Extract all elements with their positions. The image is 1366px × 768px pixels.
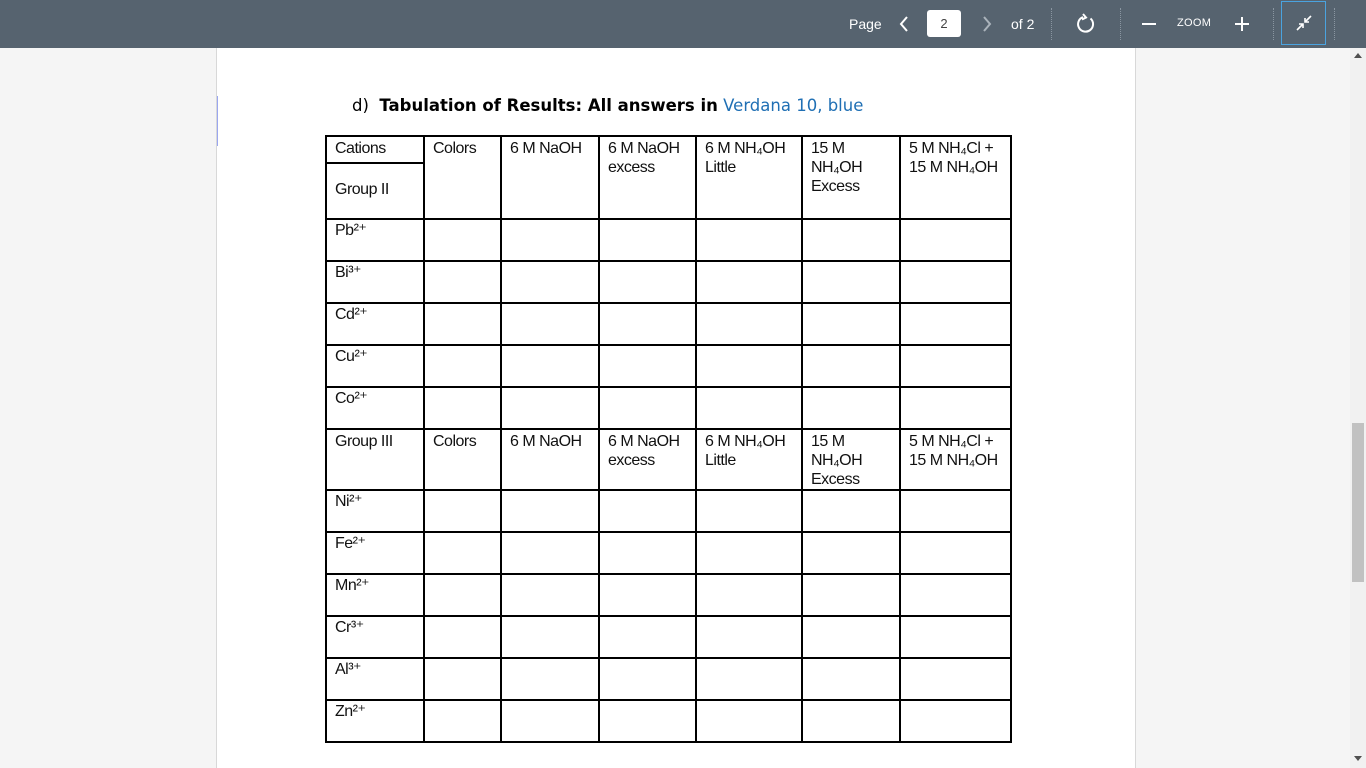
answer-cell[interactable] xyxy=(696,700,802,742)
zoom-out-button[interactable] xyxy=(1138,0,1160,48)
scrollbar-thumb[interactable] xyxy=(1352,423,1364,582)
table-row xyxy=(326,616,1011,658)
answer-cell[interactable] xyxy=(424,490,501,532)
answer-cell[interactable] xyxy=(501,345,599,387)
column-header: 5 M NH₄Cl + 15 M NH₄OH xyxy=(900,429,1011,490)
answer-cell[interactable] xyxy=(599,490,696,532)
answer-cell[interactable] xyxy=(900,303,1011,345)
answer-cell[interactable] xyxy=(599,616,696,658)
answer-cell[interactable] xyxy=(424,261,501,303)
cation-label: Ni²⁺ xyxy=(326,490,424,532)
answer-cell[interactable] xyxy=(802,700,900,742)
next-page-button[interactable] xyxy=(976,0,998,48)
table-row xyxy=(326,532,1011,574)
answer-cell[interactable] xyxy=(501,658,599,700)
previous-page-button[interactable] xyxy=(893,0,915,48)
answer-cell[interactable] xyxy=(802,658,900,700)
answer-cell[interactable] xyxy=(802,490,900,532)
column-header: Colors xyxy=(424,136,501,219)
answer-cell[interactable] xyxy=(424,700,501,742)
plus-icon xyxy=(1234,16,1250,32)
answer-cell[interactable] xyxy=(424,658,501,700)
column-header: Colors xyxy=(424,429,501,490)
cation-label: Zn²⁺ xyxy=(326,700,424,742)
column-header: 6 M NaOH excess xyxy=(599,429,696,490)
pdf-toolbar xyxy=(0,0,1366,48)
chevron-right-icon xyxy=(982,16,992,32)
answer-cell[interactable] xyxy=(599,532,696,574)
answer-cell[interactable] xyxy=(696,261,802,303)
answer-cell[interactable] xyxy=(802,574,900,616)
answer-cell[interactable] xyxy=(802,532,900,574)
answer-cell[interactable] xyxy=(802,303,900,345)
answer-cell[interactable] xyxy=(501,261,599,303)
column-header: 6 M NaOH xyxy=(501,429,599,490)
group-iii-header-row xyxy=(326,429,1011,490)
answer-cell[interactable] xyxy=(424,387,501,429)
answer-cell[interactable] xyxy=(900,532,1011,574)
answer-cell[interactable] xyxy=(599,303,696,345)
answer-cell[interactable] xyxy=(900,616,1011,658)
table-row xyxy=(326,490,1011,532)
cation-label: Mn²⁺ xyxy=(326,574,424,616)
answer-cell[interactable] xyxy=(599,700,696,742)
toolbar-separator xyxy=(1273,8,1274,40)
answer-cell[interactable] xyxy=(696,532,802,574)
answer-cell[interactable] xyxy=(424,574,501,616)
table-row xyxy=(326,261,1011,303)
table-row xyxy=(326,345,1011,387)
answer-cell[interactable] xyxy=(900,345,1011,387)
answer-cell[interactable] xyxy=(501,303,599,345)
answer-cell[interactable] xyxy=(696,616,802,658)
zoom-in-button[interactable] xyxy=(1231,0,1253,48)
answer-cell[interactable] xyxy=(501,490,599,532)
scroll-down-arrow-icon[interactable] xyxy=(1354,756,1362,761)
answer-cell[interactable] xyxy=(501,700,599,742)
toolbar-separator xyxy=(1120,8,1121,40)
column-header: 6 M NaOH excess xyxy=(599,136,696,219)
answer-cell[interactable] xyxy=(900,700,1011,742)
answer-cell[interactable] xyxy=(501,387,599,429)
header-group-iii: Group III xyxy=(326,429,424,490)
section-heading xyxy=(352,96,863,115)
heading-prefix: d) xyxy=(352,96,369,115)
answer-cell[interactable] xyxy=(802,345,900,387)
heading-bold-text: Tabulation of Results: All answers in xyxy=(379,96,718,115)
answer-cell[interactable] xyxy=(599,345,696,387)
answer-cell[interactable] xyxy=(599,219,696,261)
chevron-left-icon xyxy=(899,16,909,32)
table-row xyxy=(326,658,1011,700)
page-number-input[interactable] xyxy=(927,10,961,37)
answer-cell[interactable] xyxy=(802,387,900,429)
table-row xyxy=(326,303,1011,345)
cation-label: Cr³⁺ xyxy=(326,616,424,658)
answer-cell[interactable] xyxy=(900,490,1011,532)
answer-cell[interactable] xyxy=(802,219,900,261)
answer-cell[interactable] xyxy=(501,574,599,616)
cation-label: Fe²⁺ xyxy=(326,532,424,574)
page-count-label: of 2 xyxy=(1011,16,1035,32)
column-header: 6 M NH₄OH Little xyxy=(696,429,802,490)
answer-cell[interactable] xyxy=(424,532,501,574)
column-header: 5 M NH₄Cl + 15 M NH₄OH xyxy=(900,136,1011,219)
column-header: 6 M NaOH xyxy=(501,136,599,219)
text-cursor-marker xyxy=(217,96,218,146)
answer-cell[interactable] xyxy=(501,219,599,261)
answer-cell[interactable] xyxy=(599,658,696,700)
answer-cell[interactable] xyxy=(501,616,599,658)
answer-cell[interactable] xyxy=(696,345,802,387)
scroll-up-arrow-icon[interactable] xyxy=(1354,53,1362,58)
table-row xyxy=(326,219,1011,261)
rotate-icon xyxy=(1075,13,1097,35)
cation-label: Cu²⁺ xyxy=(326,345,424,387)
answer-cell[interactable] xyxy=(696,219,802,261)
page-label: Page xyxy=(849,16,882,32)
table-row xyxy=(326,387,1011,429)
answer-cell[interactable] xyxy=(424,616,501,658)
answer-cell[interactable] xyxy=(424,303,501,345)
cation-label: Pb²⁺ xyxy=(326,219,424,261)
table-row xyxy=(326,700,1011,742)
column-header: 15 M NH₄OH Excess xyxy=(802,429,900,490)
cation-label: Cd²⁺ xyxy=(326,303,424,345)
column-header: 15 M NH₄OH Excess xyxy=(802,136,900,219)
cation-label: Co²⁺ xyxy=(326,387,424,429)
minus-icon xyxy=(1141,16,1157,32)
answer-cell[interactable] xyxy=(424,345,501,387)
exit-fullscreen-icon xyxy=(1295,14,1313,32)
table-row xyxy=(326,574,1011,616)
answer-cell[interactable] xyxy=(696,658,802,700)
cation-label: Al³⁺ xyxy=(326,658,424,700)
answer-cell[interactable] xyxy=(696,490,802,532)
column-header: 6 M NH₄OH Little xyxy=(696,136,802,219)
vertical-scrollbar[interactable] xyxy=(1350,48,1366,768)
answer-cell[interactable] xyxy=(802,616,900,658)
results-table xyxy=(325,135,1012,743)
rotate-button[interactable] xyxy=(1070,0,1102,48)
exit-fullscreen-button[interactable] xyxy=(1281,1,1326,45)
answer-cell[interactable] xyxy=(424,219,501,261)
header-cations: Cations xyxy=(326,136,424,163)
answer-cell[interactable] xyxy=(802,261,900,303)
heading-blue-text: Verdana 10, blue xyxy=(723,96,864,115)
answer-cell[interactable] xyxy=(599,261,696,303)
answer-cell[interactable] xyxy=(900,387,1011,429)
cation-label: Bi³⁺ xyxy=(326,261,424,303)
answer-cell[interactable] xyxy=(900,219,1011,261)
answer-cell[interactable] xyxy=(696,574,802,616)
answer-cell[interactable] xyxy=(900,574,1011,616)
answer-cell[interactable] xyxy=(900,261,1011,303)
toolbar-separator xyxy=(1051,8,1052,40)
answer-cell[interactable] xyxy=(696,303,802,345)
header-group-ii: Group II xyxy=(326,163,424,219)
answer-cell[interactable] xyxy=(599,387,696,429)
toolbar-separator xyxy=(1334,8,1335,40)
answer-cell[interactable] xyxy=(599,574,696,616)
answer-cell[interactable] xyxy=(501,532,599,574)
answer-cell[interactable] xyxy=(900,658,1011,700)
zoom-label: ZOOM xyxy=(1177,17,1212,29)
answer-cell[interactable] xyxy=(696,387,802,429)
